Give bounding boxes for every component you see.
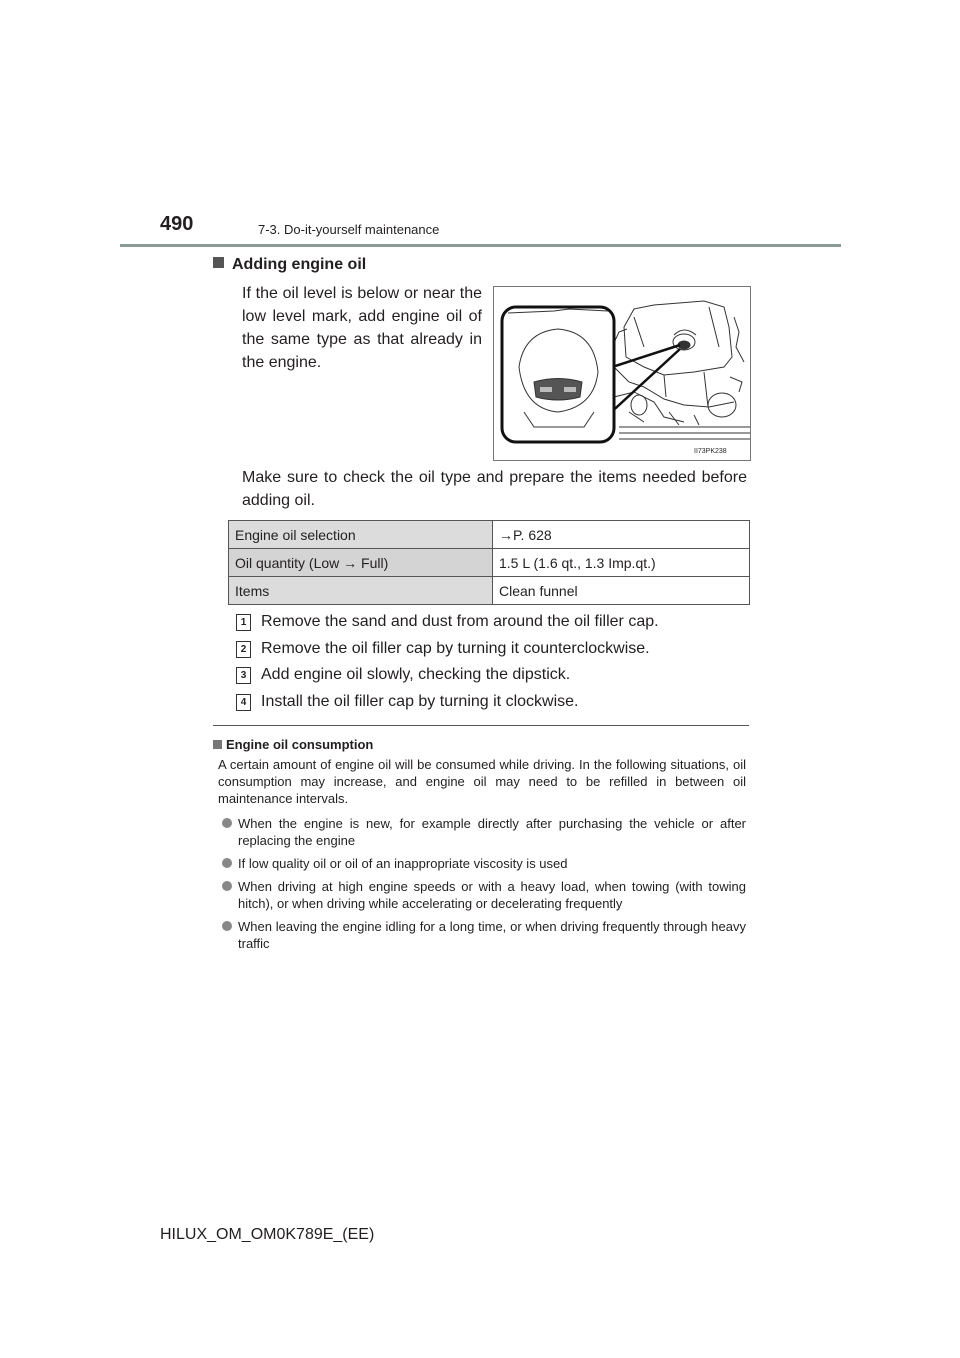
step-text: Add engine oil slowly, checking the dipstick.: [261, 666, 571, 683]
section-heading: [213, 256, 366, 274]
intro-paragraph: If the oil level is below or near the low level mark, add engine oil of the same type as that already in the engine.: [242, 285, 482, 371]
bullet-dot-icon: [222, 921, 232, 931]
step-number: 1: [236, 614, 251, 631]
preparation-paragraph: Make sure to check the oil type and prepare the items needed before adding oil.: [242, 469, 747, 509]
table-row: [229, 549, 750, 577]
list-item-text: When the engine is new, for example directly after purchasing the vehicle or after replacing the engine: [238, 816, 746, 848]
step-text: Remove the sand and dust from around the oil filler cap.: [261, 613, 659, 630]
note-heading: [213, 737, 373, 752]
engine-bay-drawing: [494, 287, 750, 460]
page-number: 490: [160, 213, 194, 235]
step-1: [236, 613, 659, 631]
engine-oil-filler-illustration: [493, 286, 751, 461]
step-4: [236, 693, 578, 711]
table-value: →P. 628: [493, 521, 750, 549]
note-divider: [213, 725, 749, 726]
table-row: [229, 521, 750, 549]
list-item: [222, 855, 746, 872]
header-rule: [120, 244, 841, 247]
square-bullet-icon: [213, 740, 222, 749]
table-key: Oil quantity (Low → Full): [229, 549, 493, 577]
table-value: 1.5 L (1.6 qt., 1.3 Imp.qt.): [493, 549, 750, 577]
step-number: 2: [236, 641, 251, 658]
square-bullet-icon: [213, 257, 224, 268]
document-code: HILUX_OM_OM0K789E_(EE): [160, 1226, 375, 1243]
step-3: [236, 666, 570, 684]
section-title: Adding engine oil: [232, 256, 367, 273]
step-2: [236, 640, 650, 658]
list-item-text: If low quality oil or oil of an inappropriate viscosity is used: [238, 856, 568, 871]
bullet-dot-icon: [222, 881, 232, 891]
note-paragraph: A certain amount of engine oil will be consumed while driving. In the following situations, oil consumption may increase, and engine oil may need to be refilled in between oil maintenance intervals.: [218, 757, 746, 806]
list-item-text: When driving at high engine speeds or with a heavy load, when towing (with towing hitch), or when driving while accelerating or decelerating frequently: [238, 879, 746, 911]
chapter-title: 7-3. Do-it-yourself maintenance: [258, 222, 440, 237]
bullet-dot-icon: [222, 858, 232, 868]
table-value: Clean funnel: [493, 577, 750, 605]
table-key: Engine oil selection: [229, 521, 493, 549]
bullet-dot-icon: [222, 818, 232, 828]
list-item: [222, 878, 746, 912]
step-number: 3: [236, 667, 251, 684]
step-number: 4: [236, 694, 251, 711]
table-row: [229, 577, 750, 605]
step-text: Install the oil filler cap by turning it clockwise.: [261, 693, 579, 710]
list-item: [222, 918, 746, 952]
step-text: Remove the oil filler cap by turning it counterclockwise.: [261, 640, 650, 657]
note-title: Engine oil consumption: [226, 737, 374, 752]
table-key: Items: [229, 577, 493, 605]
list-item-text: When leaving the engine idling for a long time, or when driving frequently through heavy traffic: [238, 919, 746, 951]
figure-code: II73PK238: [694, 448, 727, 455]
list-item: [222, 815, 746, 849]
oil-spec-table: [228, 520, 750, 605]
